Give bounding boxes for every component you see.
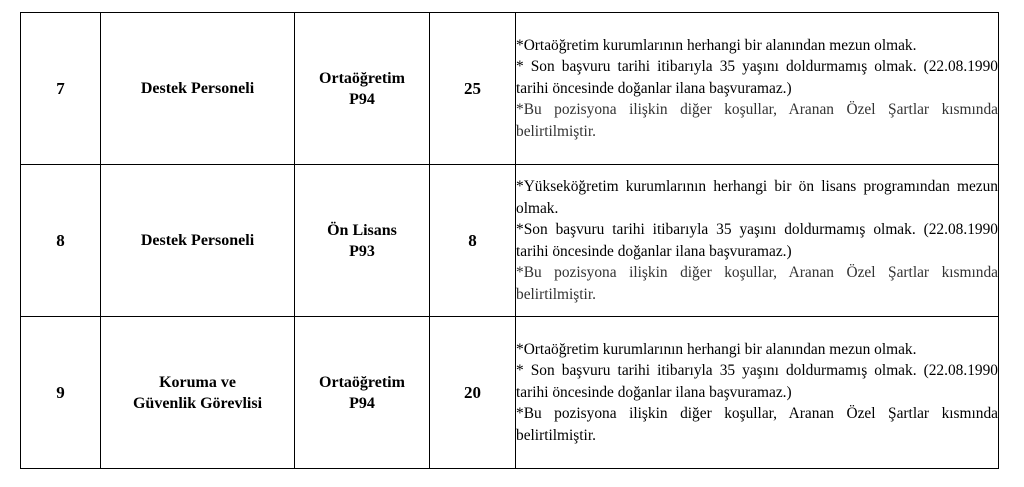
- education-name: Ortaöğretim: [319, 373, 405, 391]
- position-title: [101, 13, 295, 165]
- row-number: 7: [21, 13, 101, 165]
- requirement-item: *Yükseköğretim kurumlarının herhangi bir ön lisans programından mezun olmak.: [516, 178, 998, 217]
- requirements-cell: [516, 13, 999, 165]
- position-count: 25: [430, 13, 516, 165]
- position-count: 20: [430, 317, 516, 469]
- row-number: 8: [21, 165, 101, 317]
- requirement-item: * Son başvuru tarihi itibarıyla 35 yaşını doldurmamış olmak. (22.08.1990 tarihi öncesinde doğanlar ilana başvuramaz.): [516, 362, 998, 401]
- requirement-item: *Ortaöğretim kurumlarının herhangi bir alanından mezun olmak.: [516, 340, 917, 358]
- requirement-item: * Son başvuru tarihi itibarıyla 35 yaşını doldurmamış olmak. (22.08.1990 tarihi öncesinde doğanlar ilana başvuramaz.): [516, 58, 998, 97]
- requirement-item: *Bu pozisyona ilişkin diğer koşullar, Aranan Özel Şartlar kısmında belirtilmiştir.: [516, 101, 998, 140]
- education-level: [295, 13, 430, 165]
- position-title-line: Güvenlik Görevlisi: [132, 394, 263, 412]
- education-name: Ortaöğretim: [319, 69, 405, 87]
- requirements-cell: [516, 165, 999, 317]
- position-title-line: Destek Personeli: [140, 80, 255, 97]
- table-row: [21, 165, 999, 317]
- row-number: 9: [21, 317, 101, 469]
- requirement-item: *Son başvuru tarihi itibarıyla 35 yaşını doldurmamış olmak. (22.08.1990 tarihi öncesinde doğanlar ilana başvuramaz.): [516, 221, 998, 260]
- position-title: [101, 165, 295, 317]
- education-code: P93: [349, 242, 375, 260]
- table-row: [21, 13, 999, 165]
- education-code: P94: [349, 90, 375, 108]
- education-name: Ön Lisans: [327, 221, 397, 239]
- document-page: [20, 12, 999, 469]
- requirement-item: *Bu pozisyona ilişkin diğer koşullar, Aranan Özel Şartlar kısmında belirtilmiştir.: [516, 405, 998, 444]
- position-title-line: Destek Personeli: [140, 232, 255, 249]
- position-count: 8: [430, 165, 516, 317]
- education-code: P94: [349, 394, 375, 412]
- table-row: [21, 317, 999, 469]
- requirement-item: *Bu pozisyona ilişkin diğer koşullar, Aranan Özel Şartlar kısmında belirtilmiştir.: [516, 264, 998, 303]
- position-title: [101, 317, 295, 469]
- position-title-line: Koruma ve: [159, 373, 236, 391]
- requirement-item: *Ortaöğretim kurumlarının herhangi bir alanından mezun olmak.: [516, 36, 917, 54]
- education-level: [295, 317, 430, 469]
- requirements-cell: [516, 317, 999, 469]
- education-level: [295, 165, 430, 317]
- positions-table: [20, 12, 999, 469]
